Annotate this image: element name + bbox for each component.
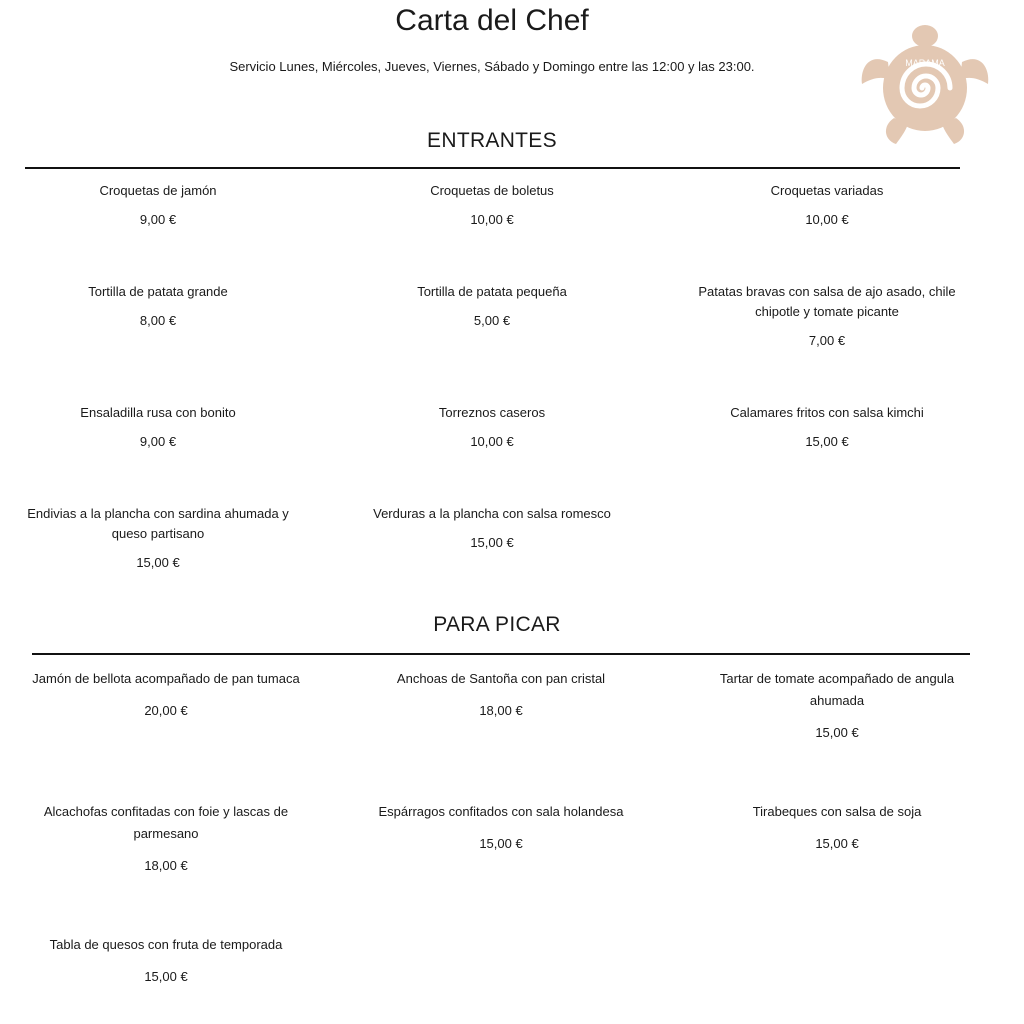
menu-item: Tirabeques con salsa de soja 15,00 € xyxy=(752,804,922,851)
menu-item: Alcachofas confitadas con foie y lascas de parmesano 18,00 € xyxy=(43,804,289,873)
menu-item: Torreznos caseros 10,00 € xyxy=(438,405,546,449)
menu-item: Tortilla de patata grande 8,00 € xyxy=(88,284,228,328)
menu-item: Croquetas de boletus 10,00 € xyxy=(430,183,554,227)
menu-item: Anchoas de Santoña con pan cristal 18,00 € xyxy=(396,671,606,718)
menu-item: Croquetas variadas 10,00 € xyxy=(770,183,884,227)
logo-text: MARAMA xyxy=(905,58,945,68)
service-hours: Servicio Lunes, Miércoles, Jueves, Viernes, Sábado y Domingo entre las 12:00 y las 23:00. xyxy=(229,59,755,74)
menu-item: Patatas bravas con salsa de ajo asado, chile chipotle y tomate picante 7,00 € xyxy=(698,284,956,348)
menu-item: Croquetas de jamón 9,00 € xyxy=(99,183,217,227)
section-title-para-picar: PARA PICAR xyxy=(433,613,561,636)
menu-item: Verduras a la plancha con salsa romesco 15,00 € xyxy=(373,506,611,550)
section-divider xyxy=(25,167,960,169)
section-title-entrantes: ENTRANTES xyxy=(427,129,557,152)
menu-item: Espárragos confitados con sala holandesa 15,00 € xyxy=(378,804,624,851)
menu-item: Ensaladilla rusa con bonito 9,00 € xyxy=(80,405,236,449)
menu-item: Endivias a la plancha con sardina ahumada y queso partisano 15,00 € xyxy=(27,506,289,570)
page-title: Carta del Chef xyxy=(395,4,589,37)
menu-item: Tabla de quesos con fruta de temporada 15,00 € xyxy=(49,937,283,984)
menu-item: Tartar de tomate acompañado de angula ahumada 15,00 € xyxy=(719,671,955,740)
menu-item: Jamón de bellota acompañado de pan tumaca 20,00 € xyxy=(32,671,300,718)
menu-item: Calamares fritos con salsa kimchi 15,00 € xyxy=(730,405,924,449)
menu-item: Tortilla de patata pequeña 5,00 € xyxy=(417,284,567,328)
section-divider xyxy=(32,653,970,655)
